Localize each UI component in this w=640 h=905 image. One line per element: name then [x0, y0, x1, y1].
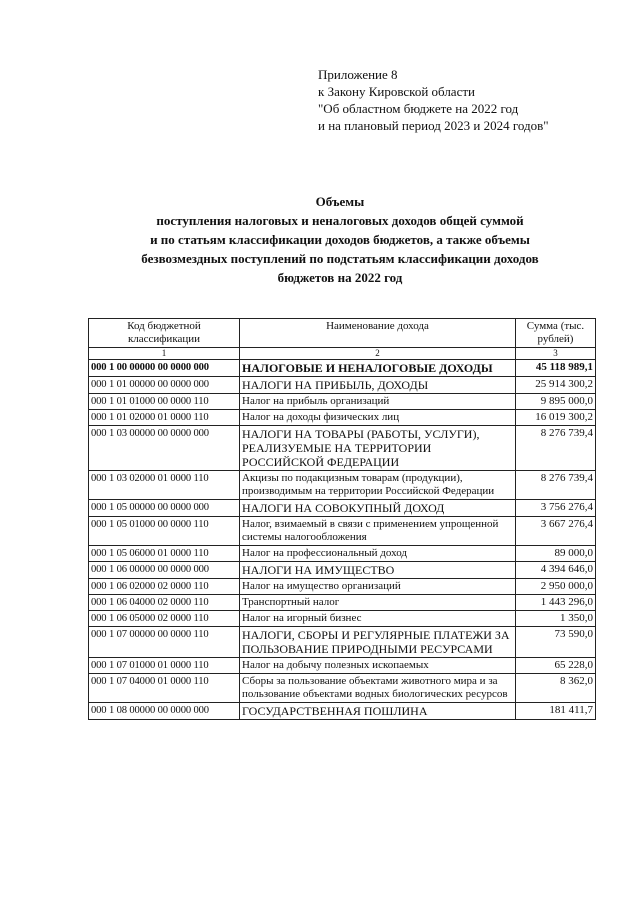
row-sum: 8 276 739,4	[516, 471, 596, 500]
title-line: и по статьям классификации доходов бюджетов, а также объемы	[150, 232, 530, 247]
table-row	[89, 410, 596, 426]
row-sum: 65 228,0	[516, 658, 596, 674]
row-code: 000 1 00 00000 00 0000 000	[89, 360, 240, 377]
row-code: 000 1 06 02000 02 0000 110	[89, 579, 240, 595]
table-row	[89, 627, 596, 658]
column-number-row	[89, 348, 596, 360]
row-name: Налог на имущество организаций	[240, 579, 516, 595]
table-row	[89, 579, 596, 595]
table-row	[89, 394, 596, 410]
document-title	[80, 192, 600, 287]
table-row	[89, 611, 596, 627]
row-name: Акцизы по подакцизным товарам (продукции), производимым на территории Российской Федерации	[240, 471, 516, 500]
row-name: Налог, взимаемый в связи с применением упрощенной системы налогообложения	[240, 517, 516, 546]
row-code: 000 1 06 00000 00 0000 000	[89, 562, 240, 579]
row-code: 000 1 07 04000 01 0000 110	[89, 674, 240, 703]
row-name: Транспортный налог	[240, 595, 516, 611]
table-row	[89, 500, 596, 517]
row-name: Налог на профессиональный доход	[240, 546, 516, 562]
appendix-line: к Закону Кировской области	[318, 84, 475, 99]
table-row	[89, 703, 596, 720]
header-sum: Сумма (тыс. рублей)	[516, 319, 596, 348]
row-sum: 16 019 300,2	[516, 410, 596, 426]
table-row	[89, 377, 596, 394]
row-code: 000 1 06 04000 02 0000 110	[89, 595, 240, 611]
row-name: НАЛОГИ НА ИМУЩЕСТВО	[240, 562, 516, 579]
appendix-note	[318, 66, 549, 134]
appendix-line: "Об областном бюджете на 2022 год	[318, 101, 519, 116]
row-code: 000 1 01 01000 00 0000 110	[89, 394, 240, 410]
table-row	[89, 517, 596, 546]
row-sum: 8 362,0	[516, 674, 596, 703]
appendix-line: и на плановый период 2023 и 2024 годов"	[318, 118, 549, 133]
row-code: 000 1 07 01000 01 0000 110	[89, 658, 240, 674]
row-sum: 73 590,0	[516, 627, 596, 658]
row-name: Налог на добычу полезных ископаемых	[240, 658, 516, 674]
row-code: 000 1 03 00000 00 0000 000	[89, 426, 240, 471]
row-name: НАЛОГИ НА СОВОКУПНЫЙ ДОХОД	[240, 500, 516, 517]
row-name: НАЛОГОВЫЕ И НЕНАЛОГОВЫЕ ДОХОДЫ	[240, 360, 516, 377]
row-sum: 25 914 300,2	[516, 377, 596, 394]
row-name: НАЛОГИ, СБОРЫ И РЕГУЛЯРНЫЕ ПЛАТЕЖИ ЗА ПОЛЬЗОВАНИЕ ПРИРОДНЫМИ РЕСУРСАМИ	[240, 627, 516, 658]
row-code: 000 1 03 02000 01 0000 110	[89, 471, 240, 500]
income-table	[88, 318, 596, 720]
column-number: 2	[240, 348, 516, 360]
row-sum: 8 276 739,4	[516, 426, 596, 471]
title-line: Объемы	[315, 194, 365, 209]
row-sum: 9 895 000,0	[516, 394, 596, 410]
row-code: 000 1 01 00000 00 0000 000	[89, 377, 240, 394]
row-sum: 1 443 296,0	[516, 595, 596, 611]
table-row	[89, 471, 596, 500]
title-line: бюджетов на 2022 год	[277, 270, 403, 285]
table-row	[89, 674, 596, 703]
row-sum: 3 667 276,4	[516, 517, 596, 546]
table-row	[89, 595, 596, 611]
row-name: Налог на игорный бизнес	[240, 611, 516, 627]
row-sum: 89 000,0	[516, 546, 596, 562]
row-code: 000 1 06 05000 02 0000 110	[89, 611, 240, 627]
row-sum: 45 118 989,1	[516, 360, 596, 377]
column-number: 1	[89, 348, 240, 360]
row-name: Сборы за пользование объектами животного мира и за пользование объектами водных биологических ресурсов	[240, 674, 516, 703]
row-sum: 181 411,7	[516, 703, 596, 720]
header-name: Наименование дохода	[240, 319, 516, 348]
table-row	[89, 426, 596, 471]
row-name: Налог на прибыль организаций	[240, 394, 516, 410]
row-sum: 1 350,0	[516, 611, 596, 627]
row-name: НАЛОГИ НА ТОВАРЫ (РАБОТЫ, УСЛУГИ), РЕАЛИЗУЕМЫЕ НА ТЕРРИТОРИИ РОССИЙСКОЙ ФЕДЕРАЦИИ	[240, 426, 516, 471]
row-code: 000 1 07 00000 00 0000 110	[89, 627, 240, 658]
row-code: 000 1 08 00000 00 0000 000	[89, 703, 240, 720]
table-row	[89, 546, 596, 562]
appendix-line: Приложение 8	[318, 67, 398, 82]
table-row	[89, 562, 596, 579]
income-table-body	[89, 360, 596, 720]
table-row	[89, 360, 596, 377]
table-header-row	[89, 319, 596, 348]
row-code: 000 1 05 00000 00 0000 000	[89, 500, 240, 517]
header-code: Код бюджетной классификации	[89, 319, 240, 348]
title-line: поступления налоговых и неналоговых доходов общей суммой	[156, 213, 524, 228]
row-sum: 2 950 000,0	[516, 579, 596, 595]
row-code: 000 1 05 06000 01 0000 110	[89, 546, 240, 562]
title-line: безвозмездных поступлений по подстатьям классификации доходов	[141, 251, 539, 266]
row-code: 000 1 05 01000 00 0000 110	[89, 517, 240, 546]
row-sum: 4 394 646,0	[516, 562, 596, 579]
row-sum: 3 756 276,4	[516, 500, 596, 517]
column-number: 3	[516, 348, 596, 360]
table-row	[89, 658, 596, 674]
row-name: ГОСУДАРСТВЕННАЯ ПОШЛИНА	[240, 703, 516, 720]
row-name: НАЛОГИ НА ПРИБЫЛЬ, ДОХОДЫ	[240, 377, 516, 394]
row-name: Налог на доходы физических лиц	[240, 410, 516, 426]
row-code: 000 1 01 02000 01 0000 110	[89, 410, 240, 426]
